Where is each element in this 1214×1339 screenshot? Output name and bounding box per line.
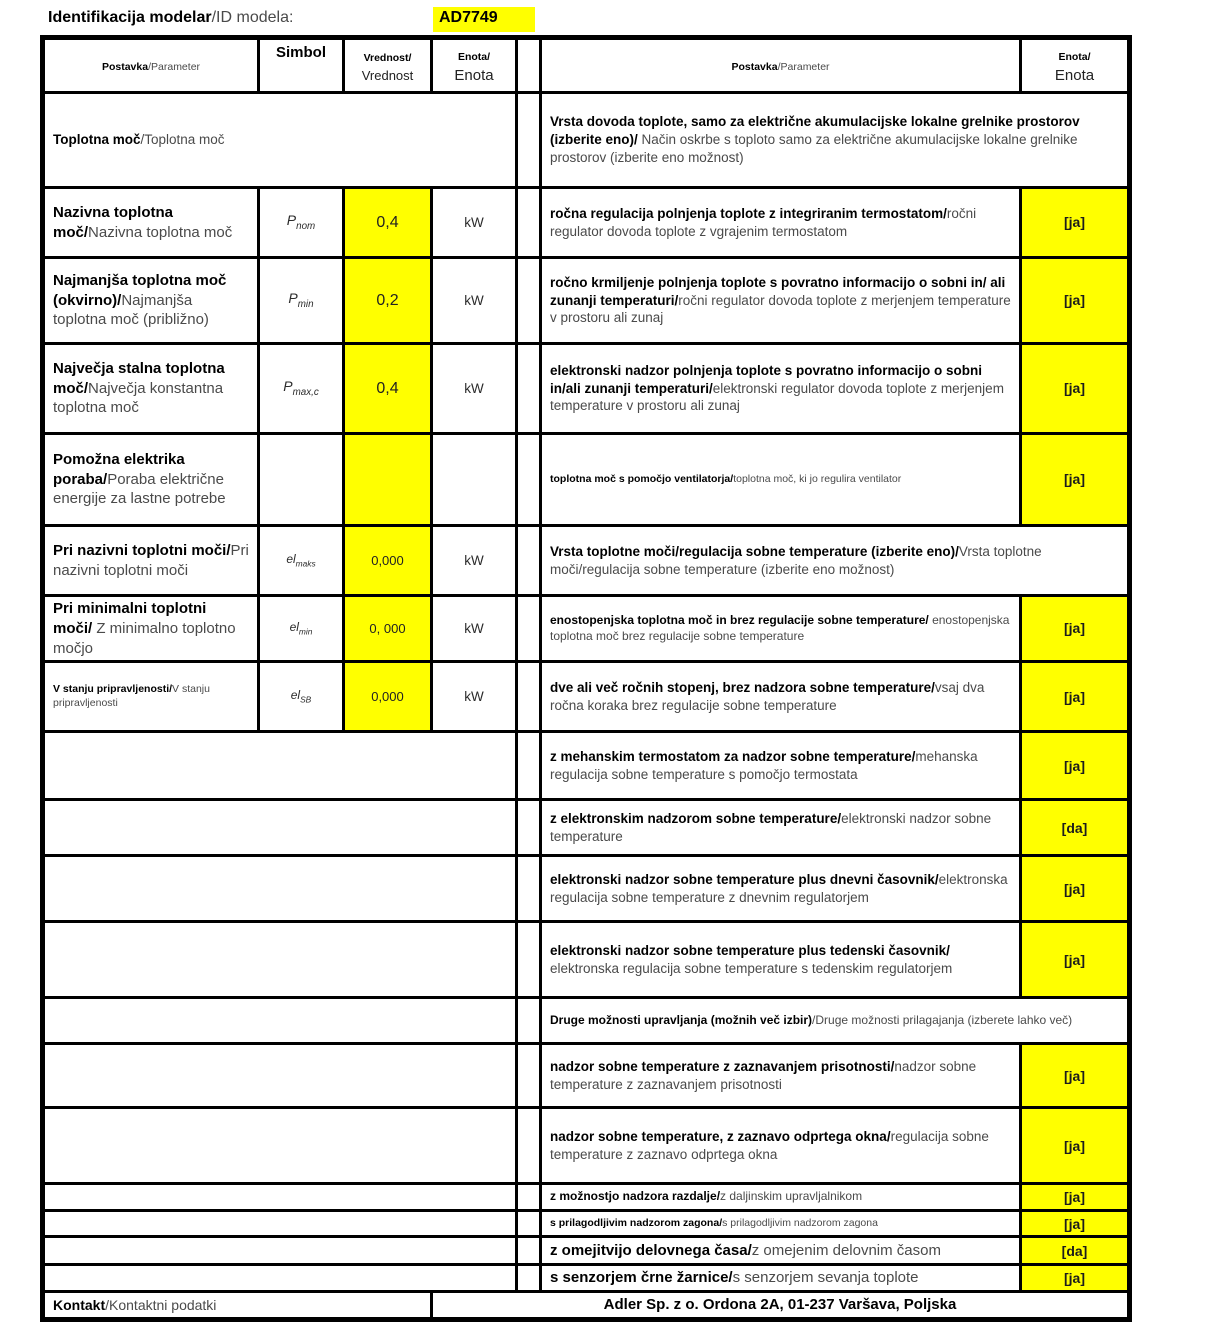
value-cell: 0,4: [344, 188, 432, 258]
label-primary: Najmanjša toplotna moč (okvirno)/: [53, 271, 227, 309]
label-secondary: Vrsta toplotne moči/regulacija sobne temperature (izberite eno možnost): [550, 543, 1042, 577]
parameter-cell-right: [541, 856, 1021, 922]
table-row: [43, 434, 1130, 526]
page-title-rest: /ID modela:: [211, 9, 294, 26]
unit-cell: kW: [432, 344, 517, 434]
parameter-symbol: $el_{maks}$: [286, 551, 316, 569]
value-cell: 0, 000: [344, 596, 432, 662]
contact-label-cell: [43, 1292, 432, 1320]
label-primary: Toplotna moč: [53, 132, 141, 148]
parameter-cell: [43, 344, 259, 434]
header-row: [43, 38, 1130, 93]
label-primary: Druge možnosti upravljanja (možnih več izbir): [550, 1012, 813, 1027]
section-cell-right: [541, 93, 1130, 188]
unit-value-cell: [ja]: [1021, 662, 1130, 732]
col-header-unit-right: [1021, 38, 1130, 93]
col-header-label: Postavka: [101, 60, 149, 73]
empty-cell: [43, 732, 517, 800]
parameter-cell-right: [541, 1184, 1021, 1211]
spacer-cell: [517, 93, 541, 188]
symbol-cell: [259, 596, 344, 662]
value-cell: 0,2: [344, 258, 432, 344]
label-primary: z elektronskim nadzorom sobne temperature/: [550, 811, 842, 827]
label-secondary: z omejenim delovnim časom: [751, 1241, 941, 1259]
parameter-symbol: $P_{min}$: [288, 290, 314, 310]
spacer-cell: [517, 800, 541, 856]
parameter-cell-right: [541, 344, 1021, 434]
spacer-cell: [517, 856, 541, 922]
parameter-cell-right: [541, 800, 1021, 856]
spacer-cell: [517, 258, 541, 344]
parameter-symbol: $el_{min}$: [289, 619, 313, 637]
parameter-cell-right: [541, 1265, 1021, 1292]
table-row: [43, 188, 1130, 258]
unit-value-cell: [ja]: [1021, 434, 1130, 526]
section-cell-right: [541, 998, 1130, 1044]
unit-value-cell: [ja]: [1021, 1211, 1130, 1237]
label-primary: toplotna moč s pomočjo ventilatorja/: [550, 472, 734, 485]
label-primary: elektronski nadzor polnjenja toplote s povratno informacijo o sobni in/ali zunanji temperaturi/: [550, 362, 983, 396]
label-primary: z možnostjo nadzora razdalje/: [550, 1189, 721, 1204]
parameter-cell: [43, 662, 259, 732]
parameter-cell-right: [541, 1108, 1021, 1184]
col-header-label: Vrednost/: [363, 52, 412, 65]
label-primary: Vrsta dovoda toplote, samo za električne akumulacijske lokalne grelnike prostorov (izberite eno)/: [550, 114, 1080, 148]
parameter-cell-right: [541, 662, 1021, 732]
table-row: [43, 344, 1130, 434]
unit-cell: kW: [432, 596, 517, 662]
contact-address-cell: [432, 1292, 1130, 1320]
parameter-cell-right: [541, 1237, 1021, 1265]
label-secondary: Z minimalno toplotno močjo: [53, 619, 236, 657]
spacer-cell: [517, 662, 541, 732]
unit-value-cell: [da]: [1021, 800, 1130, 856]
parameter-cell: [43, 596, 259, 662]
unit-value-cell: [ja]: [1021, 188, 1130, 258]
label-primary: Pomožna elektrika poraba/: [53, 450, 185, 488]
symbol-cell: [259, 344, 344, 434]
label-primary: elektronski nadzor sobne temperature plus dnevni časovnik/: [550, 872, 939, 888]
parameter-cell: [43, 258, 259, 344]
label-primary: V stanju pripravljenosti/: [53, 683, 173, 696]
unit-value-cell: [ja]: [1021, 1184, 1130, 1211]
spacer-cell: [517, 1184, 541, 1211]
label-primary: Nazivna toplotna moč/: [53, 203, 174, 241]
label-primary: Pri minimalni toplotni moči/: [53, 600, 207, 637]
spacer-cell: [517, 38, 541, 93]
col-header-sublabel: /Parameter: [148, 60, 201, 73]
symbol-cell: [259, 434, 344, 526]
contact-label-bold: Kontakt: [53, 1297, 106, 1314]
table-row: [43, 93, 1130, 188]
spacer-cell: [517, 732, 541, 800]
empty-cell: [43, 922, 517, 998]
label-secondary: enostopenjska toplotna moč brez regulacije sobne temperature: [550, 612, 1010, 643]
unit-cell: kW: [432, 526, 517, 596]
table-row: [43, 922, 1130, 998]
value-cell: 0,4: [344, 344, 432, 434]
parameter-cell-right: [541, 258, 1021, 344]
parameter-symbol: $el_{SB}$: [290, 688, 312, 705]
parameter-cell-right: [541, 434, 1021, 526]
unit-value-cell: [ja]: [1021, 1108, 1130, 1184]
empty-cell: [43, 1237, 517, 1265]
empty-cell: [43, 856, 517, 922]
page-title: [48, 8, 293, 27]
parameter-cell-right: [541, 188, 1021, 258]
table-row: [43, 856, 1130, 922]
col-header-label: Postavka: [731, 60, 778, 73]
unit-cell: kW: [432, 662, 517, 732]
label-primary: nadzor sobne temperature, z zaznavo odprtega okna/: [550, 1129, 891, 1145]
spacer-cell: [517, 1211, 541, 1237]
table-row: [43, 1237, 1130, 1265]
col-header-parameter-right: [541, 38, 1021, 93]
unit-value-cell: [ja]: [1021, 1265, 1130, 1292]
value-cell: 0,000: [344, 662, 432, 732]
label-secondary: /Toplotna moč: [140, 132, 225, 148]
parameter-symbol: $P_{max,c}$: [283, 378, 319, 398]
col-header-sublabel: Vrednost: [361, 68, 414, 84]
col-header-value: [344, 38, 432, 93]
label-secondary: regulacija sobne temperature z zaznavo odprtega okna: [550, 1129, 989, 1162]
table-row: [43, 1184, 1130, 1211]
table-row: [43, 1044, 1130, 1108]
unit-value-cell: [ja]: [1021, 596, 1130, 662]
spacer-cell: [517, 188, 541, 258]
unit-cell: kW: [432, 258, 517, 344]
table-row: [43, 258, 1130, 344]
empty-cell: [43, 800, 517, 856]
page-title-bold: Identifikacija modelar: [48, 9, 212, 26]
spacer-cell: [517, 1044, 541, 1108]
model-id-badge: AD7749: [433, 7, 535, 32]
spacer-cell: [517, 434, 541, 526]
label-primary: ročna regulacija polnjenja toplote z integriranim termostatom/: [550, 205, 947, 221]
label-secondary: s prilagodljivim nadzorom zagona: [722, 1216, 878, 1229]
symbol-cell: [259, 662, 344, 732]
contact-label-normal: /Kontaktni podatki: [105, 1297, 217, 1314]
symbol-cell: [259, 526, 344, 596]
parameter-symbol: $P_{nom}$: [286, 212, 316, 232]
col-header-symbol: [259, 38, 344, 93]
unit-value-cell: [ja]: [1021, 1044, 1130, 1108]
unit-value-cell: [ja]: [1021, 258, 1130, 344]
spacer-cell: [517, 596, 541, 662]
section-cell: [43, 93, 517, 188]
spacer-cell: [517, 344, 541, 434]
label-secondary: elektronska regulacija sobne temperature s tedenskim regulatorjem: [550, 960, 953, 976]
symbol-cell: [259, 188, 344, 258]
unit-value-cell: [ja]: [1021, 922, 1130, 998]
label-secondary: /Druge možnosti prilagajanja (izberete lahko več): [812, 1012, 1073, 1027]
label-primary: z mehanskim termostatom za nadzor sobne temperature/: [550, 749, 916, 765]
label-secondary: elektronska regulacija sobne temperature z dnevnim regulatorjem: [550, 872, 1008, 905]
col-header-label: Enota/: [457, 51, 491, 64]
parameter-cell-right: [541, 922, 1021, 998]
spacer-cell: [517, 1108, 541, 1184]
spacer-cell: [517, 922, 541, 998]
value-cell: [344, 434, 432, 526]
label-secondary: V stanju pripravljenosti: [53, 683, 210, 709]
parameter-cell-right: [541, 732, 1021, 800]
spacer-cell: [517, 526, 541, 596]
label-secondary: Največja konstantna toplotna moč: [53, 379, 224, 417]
label-primary: nadzor sobne temperature z zaznavanjem prisotnosti/: [550, 1059, 895, 1075]
value-cell: 0,000: [344, 526, 432, 596]
label-primary: Največja stalna toplotna moč/: [53, 359, 225, 397]
parameter-cell: [43, 526, 259, 596]
col-header-sublabel: Enota: [454, 67, 494, 85]
label-secondary: Najmanjša toplotna moč (približno): [53, 291, 209, 329]
label-secondary: z daljinskim upravljalnikom: [720, 1189, 863, 1204]
col-header-unit-left: [432, 38, 517, 93]
table-row: [43, 596, 1130, 662]
col-header-sublabel: Enota: [1054, 67, 1095, 85]
spacer-cell: [517, 998, 541, 1044]
label-secondary: mehanska regulacija sobne temperature s pomočjo termostata: [550, 749, 978, 782]
label-primary: s senzorjem črne žarnice/: [550, 1269, 733, 1287]
table-row: [43, 998, 1130, 1044]
label-primary: s prilagodljivim nadzorom zagona/: [550, 1216, 723, 1229]
unit-value-cell: [ja]: [1021, 732, 1130, 800]
empty-cell: [43, 1184, 517, 1211]
label-secondary: s senzorjem sevanja toplote: [732, 1269, 919, 1287]
product-fiche-table: [40, 35, 1132, 1322]
label-secondary: toplotna moč, ki jo regulira ventilator: [733, 472, 902, 485]
label-secondary: Način oskrbe s toploto samo za električne akumulacijske lokalne grelnike prostorov (izberite eno možnost): [550, 132, 1078, 165]
label-secondary: elektronski nadzor sobne temperature: [550, 811, 992, 844]
label-primary: elektronski nadzor sobne temperature plus tedenski časovnik/: [550, 943, 950, 959]
label-primary: dve ali več ročnih stopenj, brez nadzora sobne temperature/: [550, 680, 935, 696]
col-header-label: Simbol: [275, 44, 326, 61]
unit-cell: kW: [432, 188, 517, 258]
unit-value-cell: [da]: [1021, 1237, 1130, 1265]
table-row: [43, 1265, 1130, 1292]
parameter-cell: [43, 188, 259, 258]
footer-row: [43, 1292, 1130, 1320]
label-secondary: nadzor sobne temperature z zaznavanjem prisotnosti: [550, 1059, 977, 1092]
label-secondary: Pri nazivni toplotni moči: [53, 541, 249, 579]
label-primary: z omejitvijo delovnega časa/: [550, 1241, 752, 1259]
empty-cell: [43, 998, 517, 1044]
contact-address: Adler Sp. z o. Ordona 2A, 01-237 Varšava, Poljska: [603, 1296, 957, 1314]
label-secondary: Poraba električne energije za lastne potrebe: [53, 470, 226, 508]
parameter-cell-right: [541, 596, 1021, 662]
col-header-label: Enota/: [1058, 51, 1091, 64]
empty-cell: [43, 1211, 517, 1237]
empty-cell: [43, 1044, 517, 1108]
label-secondary: elektronski regulator dovoda toplote z merjenjem temperature v prostoru ali zunaj: [550, 380, 1004, 414]
table-row: [43, 526, 1130, 596]
label-primary: Vrsta toplotne moči/regulacija sobne temperature (izberite eno)/: [550, 543, 959, 559]
table-row: [43, 732, 1130, 800]
section-cell-right: [541, 526, 1130, 596]
label-primary: ročno krmiljenje polnjenja toplote s povratno informacijo o sobni in/ ali zunanji temperaturi/: [550, 274, 1006, 308]
col-header-parameter-left: [43, 38, 259, 93]
spacer-cell: [517, 1237, 541, 1265]
label-secondary: Nazivna toplotna moč: [88, 223, 233, 241]
unit-value-cell: [ja]: [1021, 344, 1130, 434]
label-secondary: ročni regulator dovoda toplote z merjenjem temperature v prostoru ali zunaj: [550, 292, 1011, 326]
table-row: [43, 1211, 1130, 1237]
empty-cell: [43, 1108, 517, 1184]
parameter-cell-right: [541, 1044, 1021, 1108]
spacer-cell: [517, 1265, 541, 1292]
empty-cell: [43, 1265, 517, 1292]
parameter-cell: [43, 434, 259, 526]
table-row: [43, 1108, 1130, 1184]
unit-value-cell: [ja]: [1021, 856, 1130, 922]
symbol-cell: [259, 258, 344, 344]
table-row: [43, 662, 1130, 732]
label-primary: enostopenjska toplotna moč in brez regulacije sobne temperature/: [550, 612, 929, 627]
label-secondary: vsaj dva ročna koraka brez regulacije sobne temperature: [550, 680, 985, 713]
label-secondary: ročni regulator dovoda toplote z vgrajenim termostatom: [550, 205, 977, 239]
unit-cell: [432, 434, 517, 526]
col-header-sublabel: /Parameter: [777, 60, 830, 73]
label-primary: Pri nazivni toplotni moči/: [53, 541, 231, 559]
table-row: [43, 800, 1130, 856]
parameter-cell-right: [541, 1211, 1021, 1237]
